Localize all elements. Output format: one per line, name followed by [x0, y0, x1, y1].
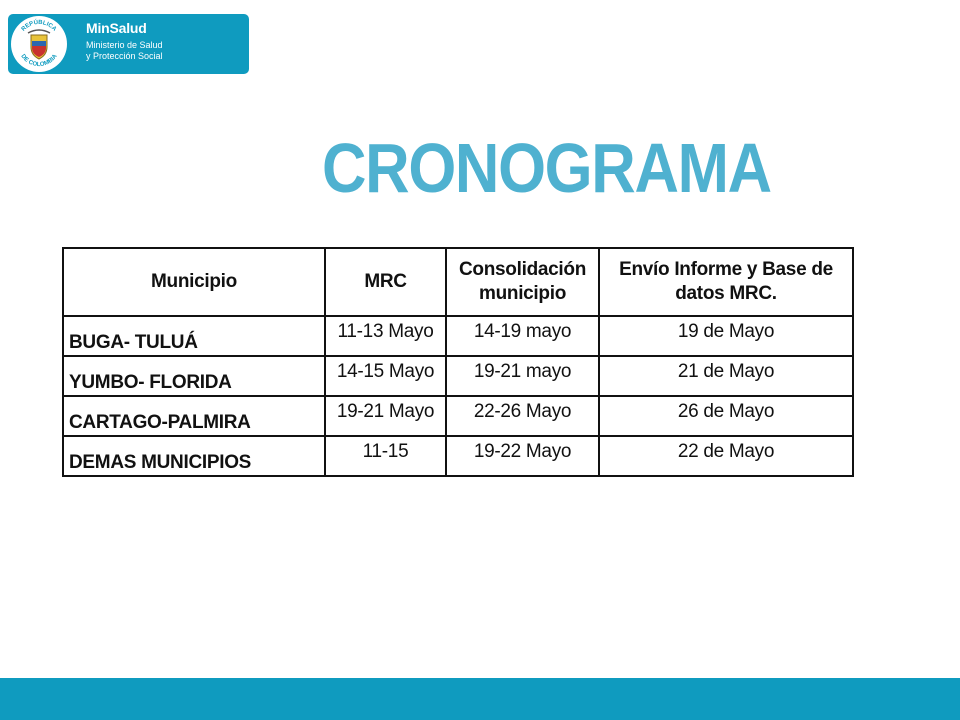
header-consolidacion: Consolidación municipio — [446, 248, 599, 316]
cell-envio: 21 de Mayo — [599, 356, 853, 396]
table-row — [63, 396, 853, 436]
cell-municipio: BUGA- TULUÁ — [63, 316, 325, 356]
cell-mrc: 11-13 Mayo — [325, 316, 446, 356]
cell-mrc: 19-21 Mayo — [325, 396, 446, 436]
brand-subtitle-1: Ministerio de Salud — [86, 40, 163, 50]
header-mrc: MRC — [325, 248, 446, 316]
table-row — [63, 436, 853, 476]
svg-text:DE COLOMBIA: DE COLOMBIA — [19, 53, 59, 69]
cell-envio: 22 de Mayo — [599, 436, 853, 476]
cell-envio: 26 de Mayo — [599, 396, 853, 436]
cell-consolidacion: 14-19 mayo — [446, 316, 599, 356]
cell-envio: 19 de Mayo — [599, 316, 853, 356]
cell-municipio: CARTAGO-PALMIRA — [63, 396, 325, 436]
cell-municipio: YUMBO- FLORIDA — [63, 356, 325, 396]
header-envio: Envío Informe y Base de datos MRC. — [599, 248, 853, 316]
header-municipio: Municipio — [63, 248, 325, 316]
schedule-table — [62, 247, 854, 477]
cell-mrc: 11-15 — [325, 436, 446, 476]
colombia-seal-icon — [10, 15, 68, 73]
svg-text:REPÚBLICA: REPÚBLICA — [20, 19, 58, 33]
footer-bar — [0, 678, 960, 720]
page-title: CRONOGRAMA — [322, 129, 771, 207]
cell-consolidacion: 19-22 Mayo — [446, 436, 599, 476]
cell-mrc: 14-15 Mayo — [325, 356, 446, 396]
brand-name: MinSalud — [86, 20, 147, 36]
cell-consolidacion: 19-21 mayo — [446, 356, 599, 396]
cell-consolidacion: 22-26 Mayo — [446, 396, 599, 436]
brand-text — [86, 20, 163, 62]
table-row — [63, 316, 853, 356]
table-header-row — [63, 248, 853, 316]
table-row — [63, 356, 853, 396]
brand-subtitle-2: y Protección Social — [86, 51, 163, 61]
cell-municipio: DEMAS MUNICIPIOS — [63, 436, 325, 476]
